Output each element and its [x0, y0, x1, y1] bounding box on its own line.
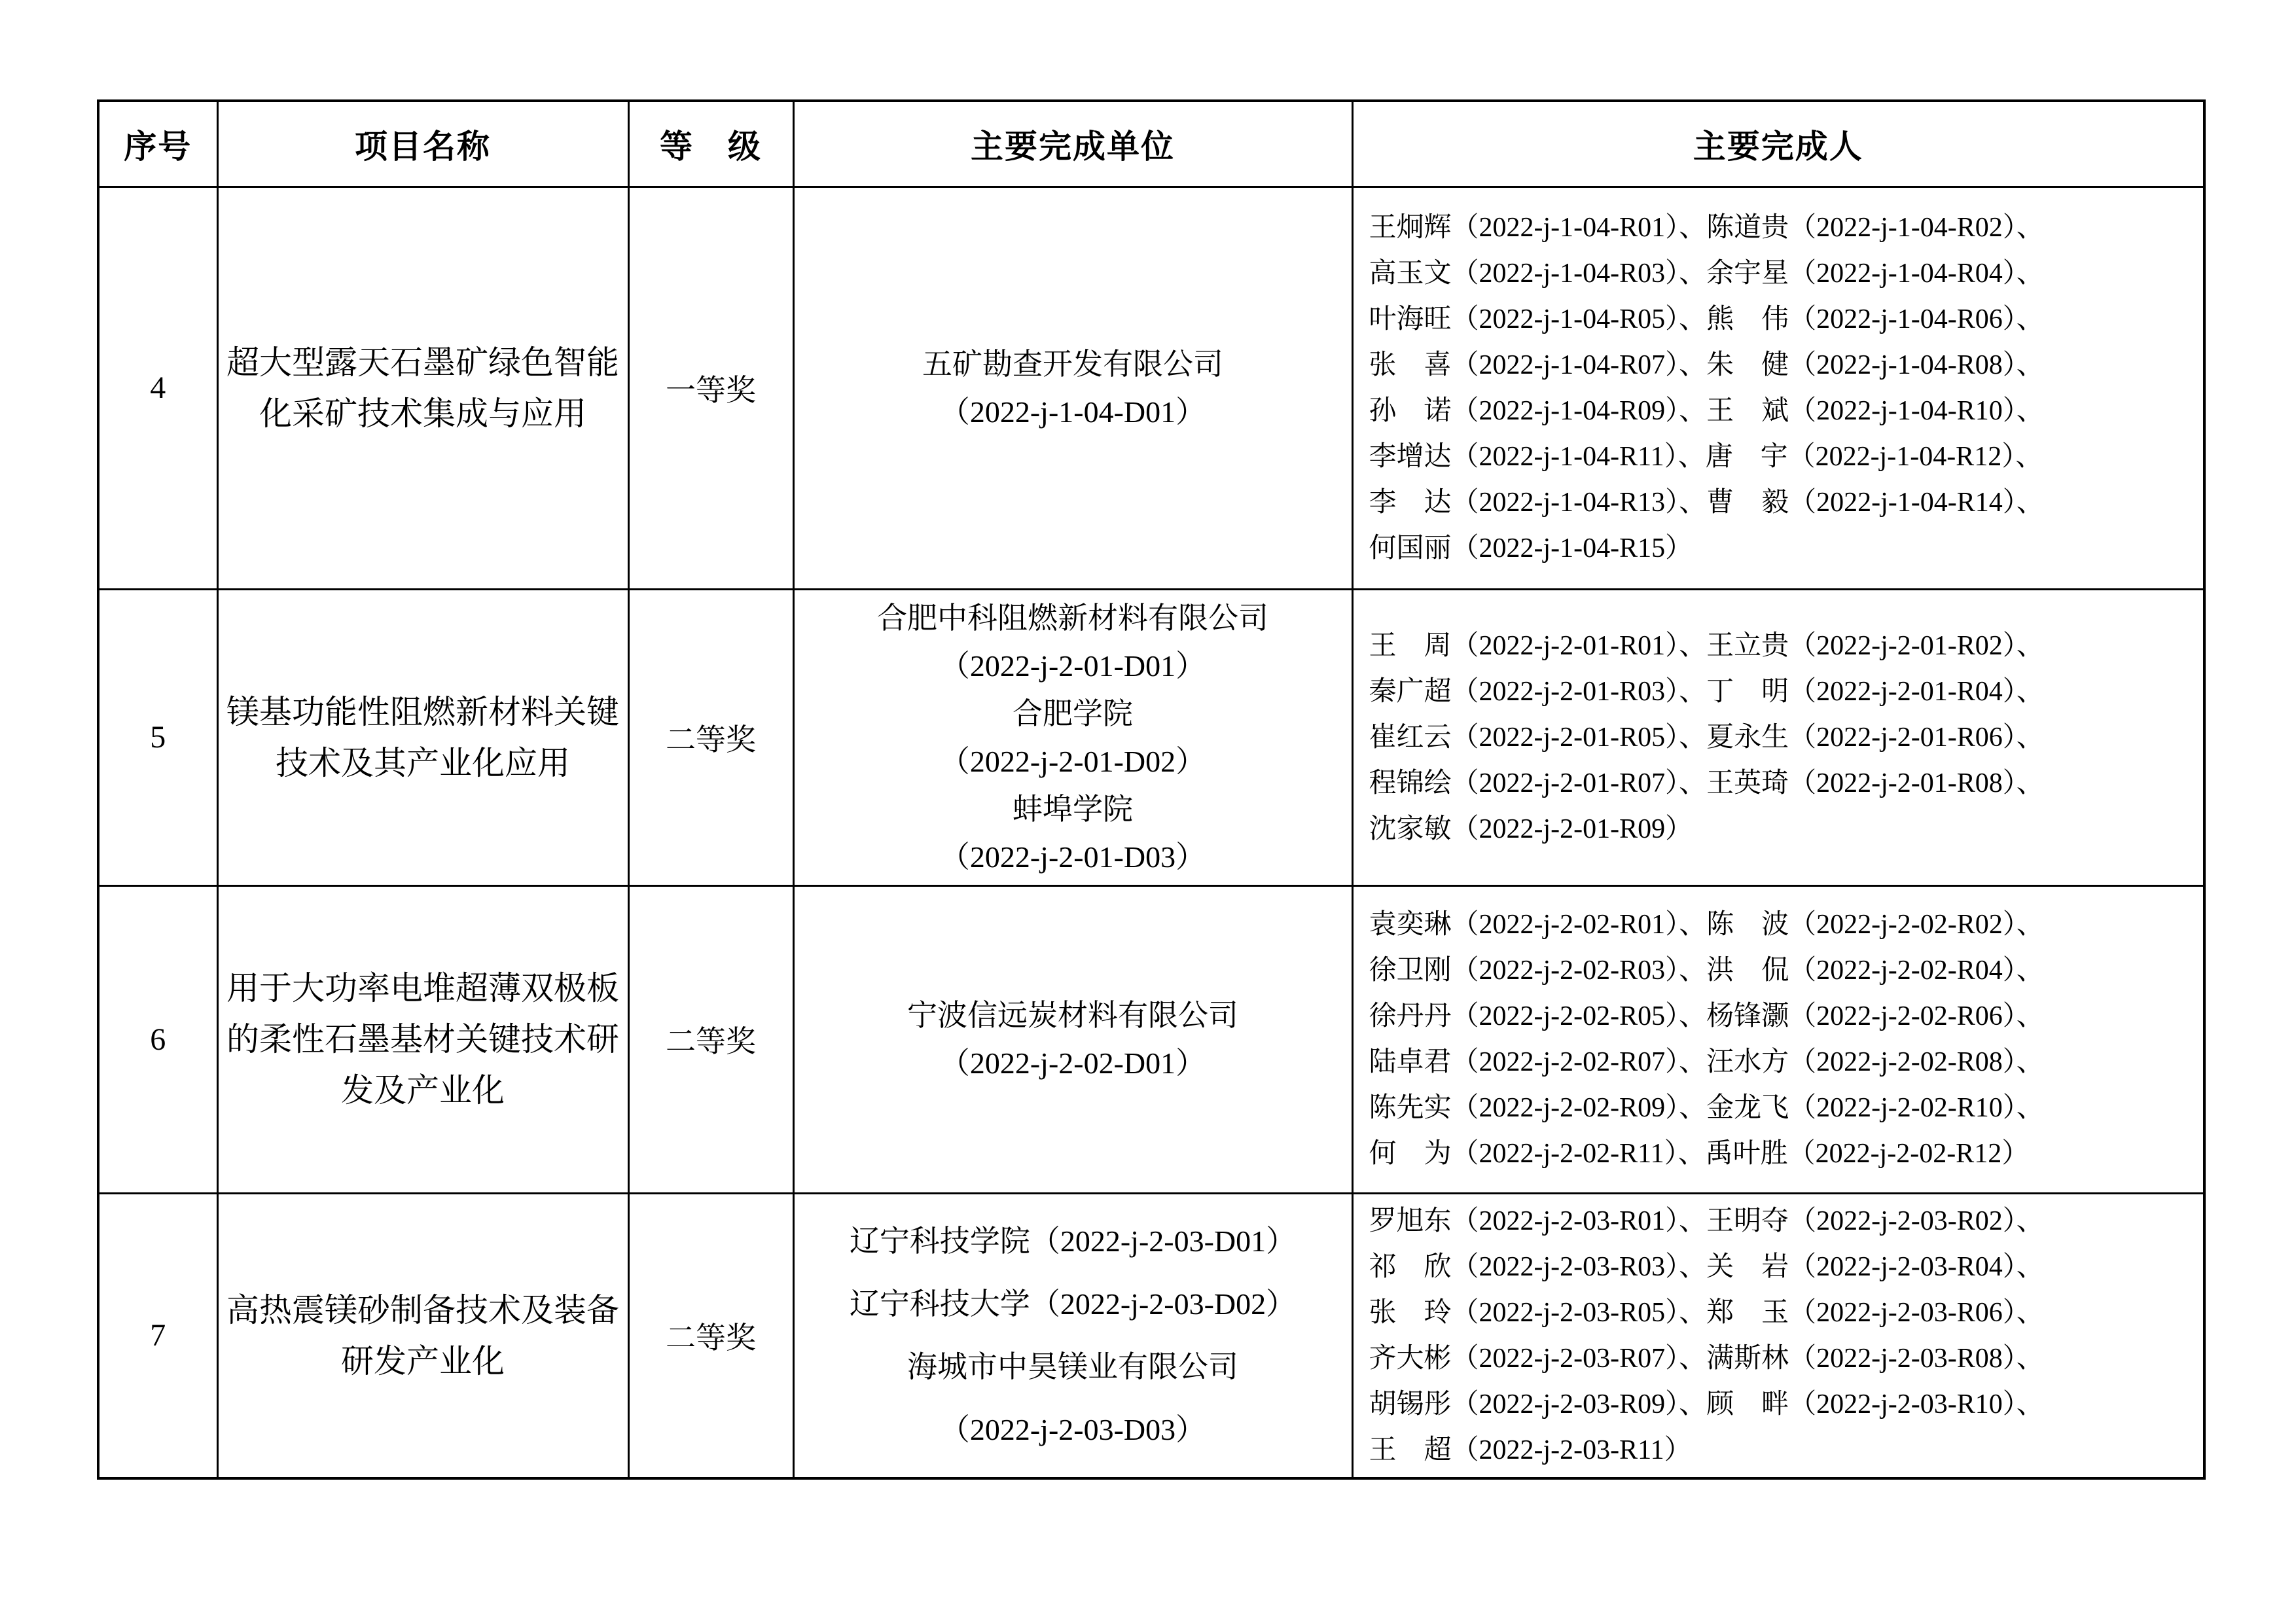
text-line: 李增达（2022-j-1-04-R11）、唐 宇（2022-j-1-04-R12）、	[1369, 441, 2043, 472]
text-line: 王炯辉（2022-j-1-04-R01）、陈道贵（2022-j-1-04-R02）、	[1369, 212, 2044, 243]
text-line: 齐大彬（2022-j-2-03-R07）、满斯林（2022-j-2-03-R08）、	[1369, 1343, 2044, 1374]
cell-grade: 一等奖	[628, 187, 793, 589]
text-line: 发及产业化	[341, 1072, 505, 1109]
text-line: 陈先实（2022-j-2-02-R09）、金龙飞（2022-j-2-02-R10）、	[1369, 1093, 2044, 1123]
cell-grade: 二等奖	[628, 885, 793, 1193]
table-row	[98, 885, 2204, 1193]
cell-index: 7	[98, 1193, 217, 1478]
text-line: 用于大功率电堆超薄双极板	[226, 970, 619, 1007]
text-line: （2022-j-2-01-D02）	[939, 744, 1206, 778]
text-line: （2022-j-2-03-D03）	[939, 1412, 1206, 1446]
text-line: 沈家敏（2022-j-2-01-R09）	[1369, 813, 1693, 844]
cell-people	[1352, 187, 2204, 589]
text-line: （2022-j-2-01-D01）	[939, 649, 1206, 683]
text-line: 化采矿技术集成与应用	[259, 395, 586, 432]
text-line: 李 达（2022-j-1-04-R13）、曹 毅（2022-j-1-04-R14）、	[1369, 487, 2044, 518]
text-line: 技术及其产业化应用	[276, 744, 570, 781]
text-line: （2022-j-2-01-D03）	[939, 840, 1206, 874]
text-line: 王 超（2022-j-2-03-R11）	[1369, 1435, 1692, 1465]
text-line: 高玉文（2022-j-1-04-R03）、余宇星（2022-j-1-04-R04）、	[1369, 258, 2044, 289]
text-line: 何 为（2022-j-2-02-R11）、禹叶胜（2022-j-2-02-R12）	[1369, 1139, 2030, 1169]
text-line: 合肥学院	[1013, 696, 1133, 730]
text-line: 的柔性石墨基材关键技术研	[226, 1021, 619, 1058]
text-line: 高热震镁砂制备技术及装备	[226, 1291, 619, 1329]
text-line: 张 玲（2022-j-2-03-R05）、郑 玉（2022-j-2-03-R06）、	[1369, 1297, 2044, 1328]
award-table	[97, 99, 2206, 1480]
cell-project-name	[217, 885, 628, 1193]
cell-grade: 二等奖	[628, 1193, 793, 1478]
text-line: 蚌埠学院	[1013, 792, 1133, 826]
text-line: 孙 诺（2022-j-1-04-R09）、王 斌（2022-j-1-04-R10）、	[1369, 395, 2044, 426]
text-line: 崔红云（2022-j-2-01-R05）、夏永生（2022-j-2-01-R06）、	[1369, 722, 2044, 753]
col-header-grade: 等 级	[628, 101, 793, 187]
cell-people	[1352, 885, 2204, 1193]
text-line: 研发产业化	[341, 1342, 505, 1380]
cell-index: 6	[98, 885, 217, 1193]
cell-project-name	[217, 187, 628, 589]
text-line: 镁基功能性阻燃新材料关键	[226, 693, 619, 730]
cell-units	[793, 885, 1352, 1193]
cell-units	[793, 589, 1352, 885]
cell-units	[793, 1193, 1352, 1478]
table-row	[98, 187, 2204, 589]
text-line: 程锦绘（2022-j-2-01-R07）、王英琦（2022-j-2-01-R08）、	[1369, 768, 2044, 798]
cell-project-name	[217, 1193, 628, 1478]
col-header-units: 主要完成单位	[793, 101, 1352, 187]
text-line: 超大型露天石墨矿绿色智能	[226, 344, 619, 381]
table-row	[98, 1193, 2204, 1478]
text-line: 辽宁科技学院（2022-j-2-03-D01）	[849, 1224, 1297, 1258]
col-header-project: 项目名称	[217, 101, 628, 187]
cell-index: 5	[98, 589, 217, 885]
text-line: 辽宁科技大学（2022-j-2-03-D02）	[849, 1287, 1297, 1321]
col-header-index: 序号	[98, 101, 217, 187]
text-line: 宁波信远炭材料有限公司	[907, 999, 1238, 1032]
text-line: （2022-j-1-04-D01）	[939, 395, 1206, 429]
text-line: 合肥中科阻燃新材料有限公司	[877, 601, 1268, 635]
text-line: 张 喜（2022-j-1-04-R07）、朱 健（2022-j-1-04-R08）、	[1369, 349, 2044, 380]
text-line: 袁奕琳（2022-j-2-02-R01）、陈 波（2022-j-2-02-R02）、	[1369, 910, 2044, 940]
text-line: （2022-j-2-02-D01）	[939, 1046, 1206, 1080]
cell-people	[1352, 1193, 2204, 1478]
text-line: 五矿勘查开发有限公司	[922, 347, 1223, 381]
cell-index: 4	[98, 187, 217, 589]
text-line: 王 周（2022-j-2-01-R01）、王立贵（2022-j-2-01-R02）、	[1369, 630, 2044, 661]
cell-grade: 二等奖	[628, 589, 793, 885]
text-line: 叶海旺（2022-j-1-04-R05）、熊 伟（2022-j-1-04-R06）、	[1369, 304, 2044, 334]
text-line: 徐丹丹（2022-j-2-02-R05）、杨锋灏（2022-j-2-02-R06）、	[1369, 1001, 2044, 1031]
text-line: 胡锡彤（2022-j-2-03-R09）、顾 畔（2022-j-2-03-R10）、	[1369, 1389, 2044, 1419]
col-header-people: 主要完成人	[1352, 101, 2204, 187]
text-line: 祁 欣（2022-j-2-03-R03）、关 岩（2022-j-2-03-R04）、	[1369, 1251, 2044, 1282]
cell-units	[793, 187, 1352, 589]
cell-project-name	[217, 589, 628, 885]
table-row	[98, 589, 2204, 885]
cell-people	[1352, 589, 2204, 885]
text-line: 何国丽（2022-j-1-04-R15）	[1369, 533, 1693, 563]
text-line: 罗旭东（2022-j-2-03-R01）、王明夺（2022-j-2-03-R02）、	[1369, 1205, 2044, 1236]
text-line: 秦广超（2022-j-2-01-R03）、丁 明（2022-j-2-01-R04）、	[1369, 676, 2044, 707]
header-row	[98, 101, 2204, 187]
text-line: 海城市中昊镁业有限公司	[907, 1349, 1238, 1383]
text-line: 陆卓君（2022-j-2-02-R07）、汪水方（2022-j-2-02-R08）、	[1369, 1047, 2044, 1077]
text-line: 徐卫刚（2022-j-2-02-R03）、洪 侃（2022-j-2-02-R04）、	[1369, 955, 2044, 986]
